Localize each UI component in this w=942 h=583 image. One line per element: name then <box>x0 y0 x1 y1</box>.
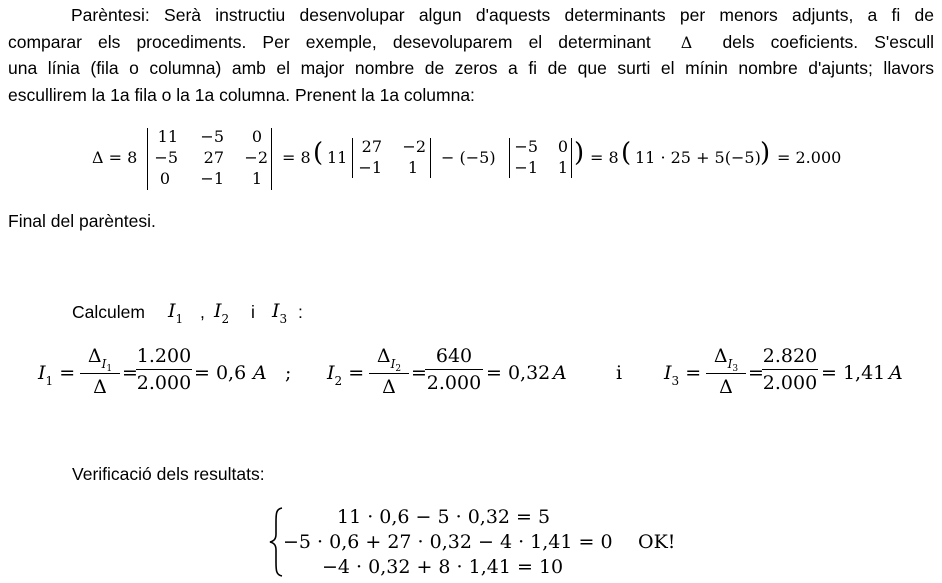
paren-open-2: ( <box>621 138 632 168</box>
current-var: I <box>327 362 335 384</box>
det-bar-left <box>147 128 148 190</box>
frac-den-value: 2.000 <box>426 372 482 394</box>
frac-num-value: 2.820 <box>762 345 818 367</box>
minor1-cell: 1 <box>407 158 418 177</box>
frac-den-value: 2.000 <box>136 372 192 394</box>
det-minus: − (−5) <box>441 148 496 167</box>
frac-num-label: Δ <box>713 345 728 367</box>
det-cell: −5 <box>200 127 224 146</box>
det-bar-right <box>271 128 272 190</box>
det-cell: 1 <box>251 169 262 188</box>
current-result: = 1,41 <box>821 362 886 384</box>
minor2-bar-left <box>509 138 510 178</box>
current-sub: 1 <box>45 374 54 388</box>
intro-line-2a: comparar els procediments. Per exemple, desevoluparem el determinant <box>8 31 651 52</box>
current-result: = 0,6 <box>194 362 247 384</box>
frac-den: Δ <box>93 376 107 398</box>
frac-den: Δ <box>719 376 733 398</box>
current-result: = 0,32 <box>486 362 551 384</box>
fraction-value <box>136 345 192 394</box>
minor2-cell: −5 <box>514 137 538 156</box>
calc-sub: 3 <box>279 312 288 326</box>
fraction-value <box>425 345 483 394</box>
intro-line-2b: dels coeficients. S'escull <box>722 31 934 52</box>
det-cell: 0 <box>251 127 262 146</box>
minor1-cell: −1 <box>358 158 382 177</box>
left-brace-icon <box>268 506 284 578</box>
minor1-cell: −2 <box>402 137 426 156</box>
verification-equation: 11 · 0,6 − 5 · 0,32 = 5 <box>337 506 551 528</box>
det-cell: 11 <box>157 127 178 146</box>
intro-line-4: escullirem la 1a fila o la 1a columna. Prenent la 1a columna: <box>8 84 475 105</box>
calc-var: I <box>272 300 280 322</box>
det-cell: −5 <box>154 148 178 167</box>
frac-num-label: Δ <box>87 345 102 367</box>
ok-mark: OK! <box>638 531 676 553</box>
frac-den: Δ <box>382 376 396 398</box>
minor1-bar-left <box>352 138 353 178</box>
calc-sub: 1 <box>175 312 184 326</box>
fraction-delta <box>706 345 746 398</box>
calc-var: I <box>214 300 222 322</box>
current-sub: 3 <box>671 374 680 388</box>
current-separator: i <box>616 362 623 384</box>
fraction-delta <box>369 345 409 398</box>
result-inner: 11 · 25 + 5(−5) <box>635 148 761 167</box>
paren-close-2: ) <box>760 138 771 168</box>
end-of-parenthesis: Final del parèntesi. <box>8 211 156 231</box>
calc-sub: 2 <box>221 312 230 326</box>
fraction-delta <box>80 345 120 398</box>
result-rhs: = 2.000 <box>777 148 842 167</box>
det-eq8: = 8 <box>282 148 311 167</box>
current-unit: A <box>553 362 567 384</box>
delta-symbol: Δ <box>680 32 693 52</box>
det-cell: 0 <box>159 169 170 188</box>
intro-line-3: una línia (fila o columna) amb el major nombre de zeros a fi de que surti el mínin nombre d'ajunts; llavors <box>8 58 934 79</box>
current-separator: ; <box>285 362 292 384</box>
frac-num-sub2: 1 <box>106 364 113 374</box>
frac-num-sub2: 2 <box>395 364 402 374</box>
paren-close: ) <box>574 138 585 168</box>
intro-line-1: Parèntesi: Serà instructiu desenvolupar algun d'aquests determinants per menors adjunts, a fi de <box>71 5 934 25</box>
fraction-value <box>762 345 818 394</box>
paren-open: ( <box>313 138 324 168</box>
current-var: I <box>38 362 46 384</box>
minor1-cell: 27 <box>361 137 382 156</box>
calc-colon: : <box>298 302 303 322</box>
frac-num-label: Δ <box>376 345 391 367</box>
det-cell: −1 <box>200 169 224 188</box>
verification-label: Verificació dels resultats: <box>72 464 265 484</box>
minor2-bar-right <box>571 138 572 178</box>
current-sub: 2 <box>334 374 343 388</box>
frac-num-sub: I <box>727 357 733 371</box>
calc-i: i <box>251 302 255 322</box>
det-cell: 27 <box>203 148 224 167</box>
minor2-cell: −1 <box>514 158 538 177</box>
frac-num-sub: I <box>101 357 107 371</box>
frac-num-value: 1.200 <box>136 345 192 367</box>
frac-num-value: 640 <box>435 345 473 367</box>
calc-comma: , <box>200 302 205 322</box>
det-lhs: Δ = 8 <box>92 148 138 167</box>
frac-den-value: 2.000 <box>762 372 818 394</box>
intro-line-2 <box>8 29 934 56</box>
calc-var: I <box>168 300 176 322</box>
frac-num-sub: I <box>390 357 396 371</box>
current-var: I <box>664 362 672 384</box>
det-coef1: 11 <box>327 148 348 167</box>
current-unit: A <box>889 362 903 384</box>
det-cell: −2 <box>244 148 268 167</box>
minor2-cell: 0 <box>557 137 568 156</box>
calc-label: Calculem <box>72 302 145 322</box>
result-lhs: = 8 <box>590 148 619 167</box>
verification-equation: −4 · 0,32 + 8 · 1,41 = 10 <box>322 556 564 578</box>
verification-equation: −5 · 0,6 + 27 · 0,32 − 4 · 1,41 = 0 <box>283 531 613 553</box>
intro-paragraph <box>8 2 934 108</box>
frac-num-sub2: 3 <box>732 364 739 374</box>
minor2-cell: 1 <box>557 158 568 177</box>
current-unit: A <box>253 362 267 384</box>
minor1-bar-right <box>430 138 431 178</box>
